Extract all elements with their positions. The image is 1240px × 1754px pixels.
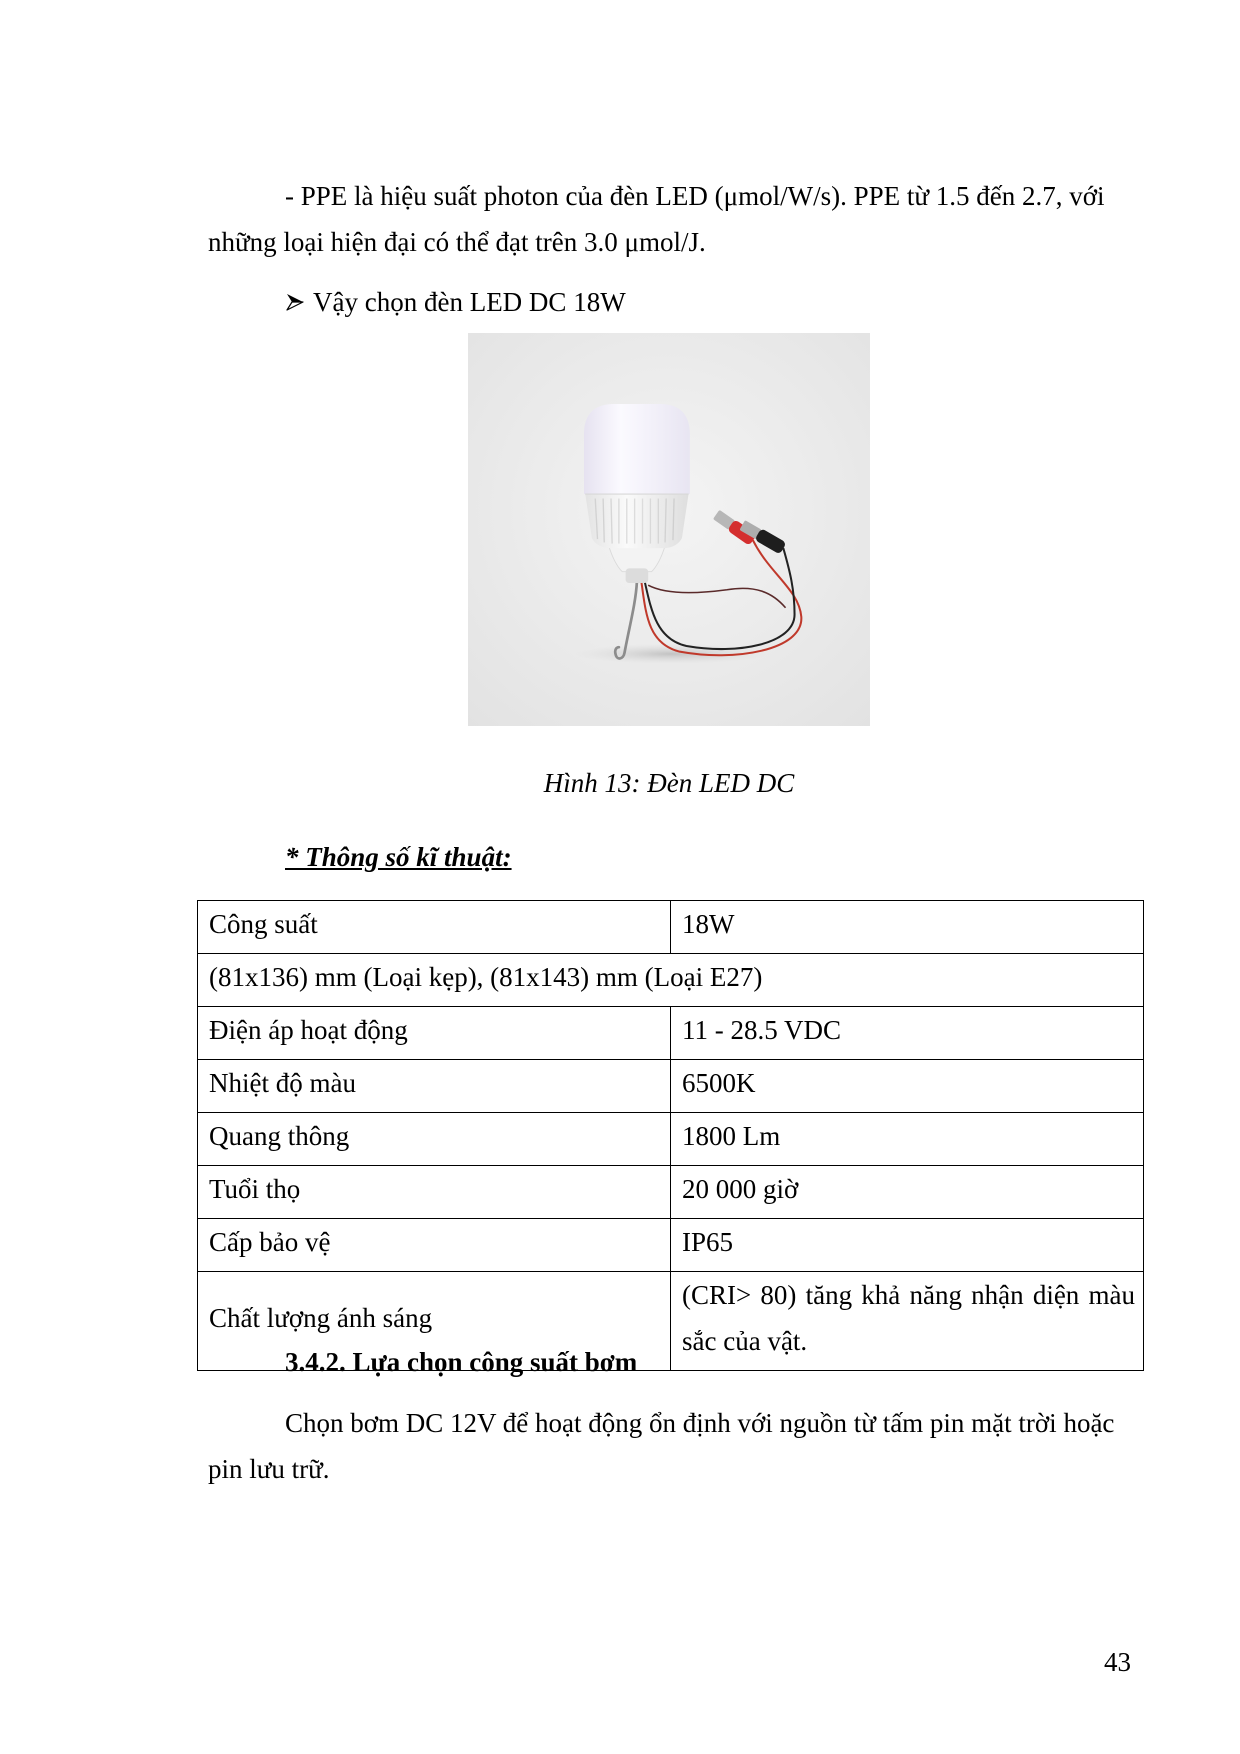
spec-value-cell: 6500K <box>671 1060 1144 1113</box>
spec-value-cell: 18W <box>671 901 1144 954</box>
page-number: 43 <box>1104 1647 1131 1677</box>
spec-label-cell: Công suất <box>198 901 671 954</box>
spec-label-cell: Nhiệt độ màu <box>198 1060 671 1113</box>
led-bulb-photo <box>468 333 870 726</box>
spec-row <box>198 954 1144 1007</box>
ppe-paragraph-line-1: - PPE là hiệu suất photon của đèn LED (μmol/W/s). PPE từ 1.5 đến 2.7, với <box>285 181 1105 211</box>
spec-label-cell: Quang thông <box>198 1113 671 1166</box>
spec-row <box>198 1060 1144 1113</box>
arrowhead-bullet-icon <box>286 293 304 311</box>
spec-table <box>197 900 1144 1371</box>
spec-value-cell: (CRI> 80) tăng khả năng nhận diện màu sắc của vật. <box>671 1272 1144 1371</box>
arrowhead-bottom-facet <box>287 302 303 310</box>
spec-value-cell: 11 - 28.5 VDC <box>671 1007 1144 1060</box>
specs-heading: * Thông số kĩ thuật: <box>285 842 512 872</box>
pump-paragraph-line-1: Chọn bơm DC 12V để hoạt động ổn định với nguồn từ tấm pin mặt trời hoặc <box>285 1408 1115 1438</box>
figure-container <box>468 333 870 726</box>
spec-label-cell: Điện áp hoạt động <box>198 1007 671 1060</box>
bulb-dome <box>584 404 690 494</box>
spec-row <box>198 1219 1144 1272</box>
spec-value-cell: 1800 Lm <box>671 1113 1144 1166</box>
ppe-paragraph-line-2: những loại hiện đại có thể đạt trên 3.0 μmol/J. <box>208 227 706 257</box>
spec-label-cell: Tuổi thọ <box>198 1166 671 1219</box>
bulb-cap <box>626 568 649 583</box>
spec-value-cell: 20 000 giờ <box>671 1166 1144 1219</box>
spec-row <box>198 1007 1144 1060</box>
pump-paragraph-line-2: pin lưu trữ. <box>208 1454 330 1484</box>
spec-merged-cell: (81x136) mm (Loại kẹp), (81x143) mm (Loại E27) <box>198 954 1144 1007</box>
conclusion-text: Vậy chọn đèn LED DC 18W <box>313 287 626 317</box>
figure-caption: Hình 13: Đèn LED DC <box>543 768 795 798</box>
spec-label-cell: Cấp bảo vệ <box>198 1219 671 1272</box>
spec-row <box>198 1166 1144 1219</box>
spec-row <box>198 1113 1144 1166</box>
spec-row <box>198 901 1144 954</box>
spec-label-cell: Chất lượng ánh sáng <box>198 1272 671 1371</box>
arrowhead-top-facet <box>287 294 303 302</box>
spec-value-cell: IP65 <box>671 1219 1144 1272</box>
section-heading: 3.4.2. Lựa chọn công suất bơm <box>285 1347 638 1377</box>
